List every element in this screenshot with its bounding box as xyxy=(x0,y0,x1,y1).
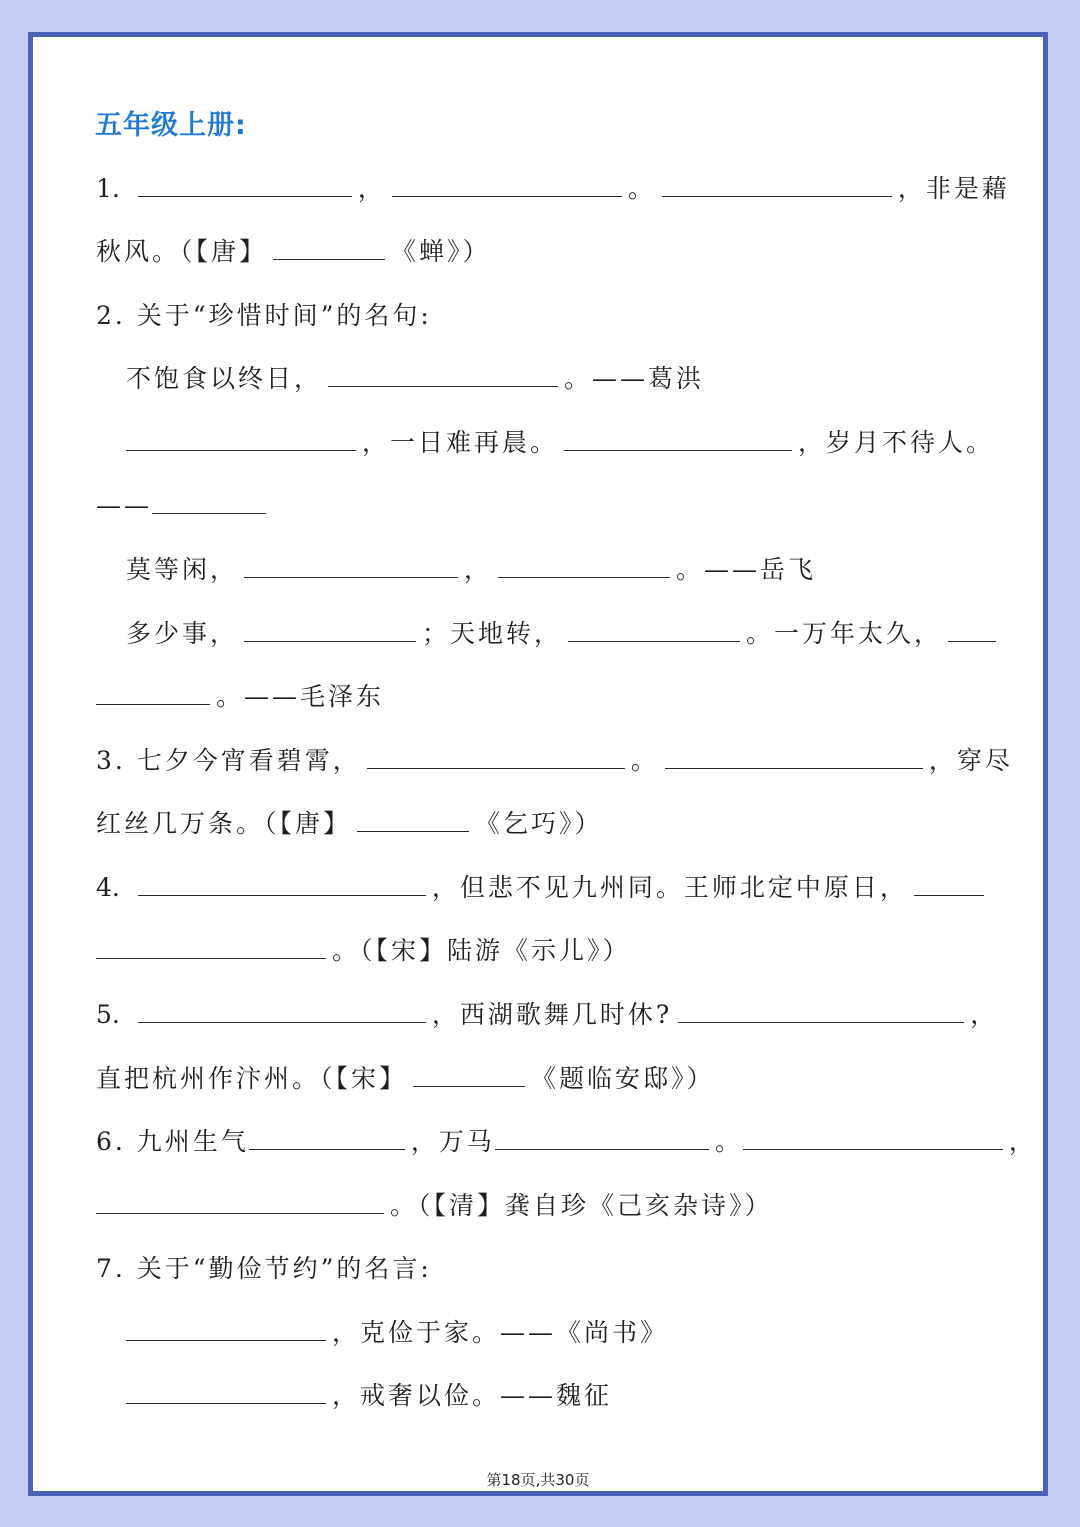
question-5-line-1: 5. ，西湖歌舞几时休? ， xyxy=(96,1000,999,1029)
question-3-line-2: 红丝几万条。（【唐】 《乞巧》） xyxy=(96,809,603,838)
fill-blank[interactable] xyxy=(244,617,416,642)
fill-blank[interactable] xyxy=(665,744,923,769)
fill-blank[interactable] xyxy=(138,871,426,896)
fill-blank[interactable] xyxy=(138,998,426,1023)
fill-blank[interactable] xyxy=(249,1125,405,1150)
fill-blank[interactable] xyxy=(914,871,984,896)
fill-blank[interactable] xyxy=(743,1125,1003,1150)
fill-blank[interactable] xyxy=(126,1316,326,1341)
fill-blank[interactable] xyxy=(662,172,892,197)
fill-blank[interactable] xyxy=(152,489,266,514)
fill-blank[interactable] xyxy=(498,553,670,578)
fill-blank[interactable] xyxy=(392,172,622,197)
fill-blank[interactable] xyxy=(126,1379,326,1404)
question-2-line-c: 莫等闲， ， 。——岳飞 xyxy=(126,555,817,584)
fill-blank[interactable] xyxy=(96,1189,384,1214)
question-2-line-b-author: —— xyxy=(96,489,272,523)
question-6-line-1: 6. 九州生气 ，万马 。 ， xyxy=(96,1127,1037,1156)
fill-blank[interactable] xyxy=(126,426,356,451)
question-7-line-a: ，克俭于家。——《尚书》 xyxy=(126,1316,668,1350)
question-1-line-1: 1. ， 。 ，非是藉 xyxy=(96,174,1010,203)
fill-blank[interactable] xyxy=(495,1125,709,1150)
section-heading: 五年级上册: xyxy=(95,110,247,141)
worksheet-page xyxy=(28,32,1048,1496)
fill-blank[interactable] xyxy=(273,235,385,260)
fill-blank[interactable] xyxy=(138,172,352,197)
question-5-line-2: 直把杭州作汴州。（【宋】 《题临安邸》） xyxy=(96,1064,715,1093)
question-2-line-b: ，一日难再晨。 ，岁月不待人。 xyxy=(126,426,994,460)
question-number: 4. xyxy=(96,873,120,902)
question-6-line-2: 。（【清】龚自珍《己亥杂诗》） xyxy=(96,1189,773,1223)
fill-blank[interactable] xyxy=(413,1062,525,1087)
question-2-line-d: 多少事， ；天地转， 。一万年太久， xyxy=(126,617,1002,651)
question-2-line-e: 。——毛泽东 xyxy=(96,680,384,714)
question-2-title: 2. 关于“珍惜时间”的名句: xyxy=(96,301,432,330)
page-number: 第18页,共30页 xyxy=(486,1471,590,1489)
fill-blank[interactable] xyxy=(568,617,740,642)
question-1-line-2: 秋风。（【唐】 《蝉》） xyxy=(96,237,491,266)
question-2-line-a: 不饱食以终日， 。——葛洪 xyxy=(126,364,705,393)
question-7-line-b: ，戒奢以俭。——魏征 xyxy=(126,1379,612,1413)
fill-blank[interactable] xyxy=(367,744,625,769)
question-4-line-2: 。（【宋】陆游《示儿》） xyxy=(96,934,631,968)
fill-blank[interactable] xyxy=(564,426,792,451)
question-7-title: 7. 关于“勤俭节约”的名言: xyxy=(96,1254,432,1283)
question-3-line-1: 3. 七夕今宵看碧霄， 。 ，穿尽 xyxy=(96,746,1013,775)
fill-blank[interactable] xyxy=(244,553,458,578)
fill-blank[interactable] xyxy=(678,998,964,1023)
fill-blank[interactable] xyxy=(948,617,996,642)
fill-blank[interactable] xyxy=(328,362,558,387)
question-number: 5. xyxy=(96,1000,120,1029)
question-4-line-1: 4. ，但悲不见九州同。王师北定中原日， xyxy=(96,871,990,905)
fill-blank[interactable] xyxy=(96,680,210,705)
fill-blank[interactable] xyxy=(357,807,469,832)
fill-blank[interactable] xyxy=(96,934,326,959)
question-number: 1. xyxy=(96,174,120,203)
